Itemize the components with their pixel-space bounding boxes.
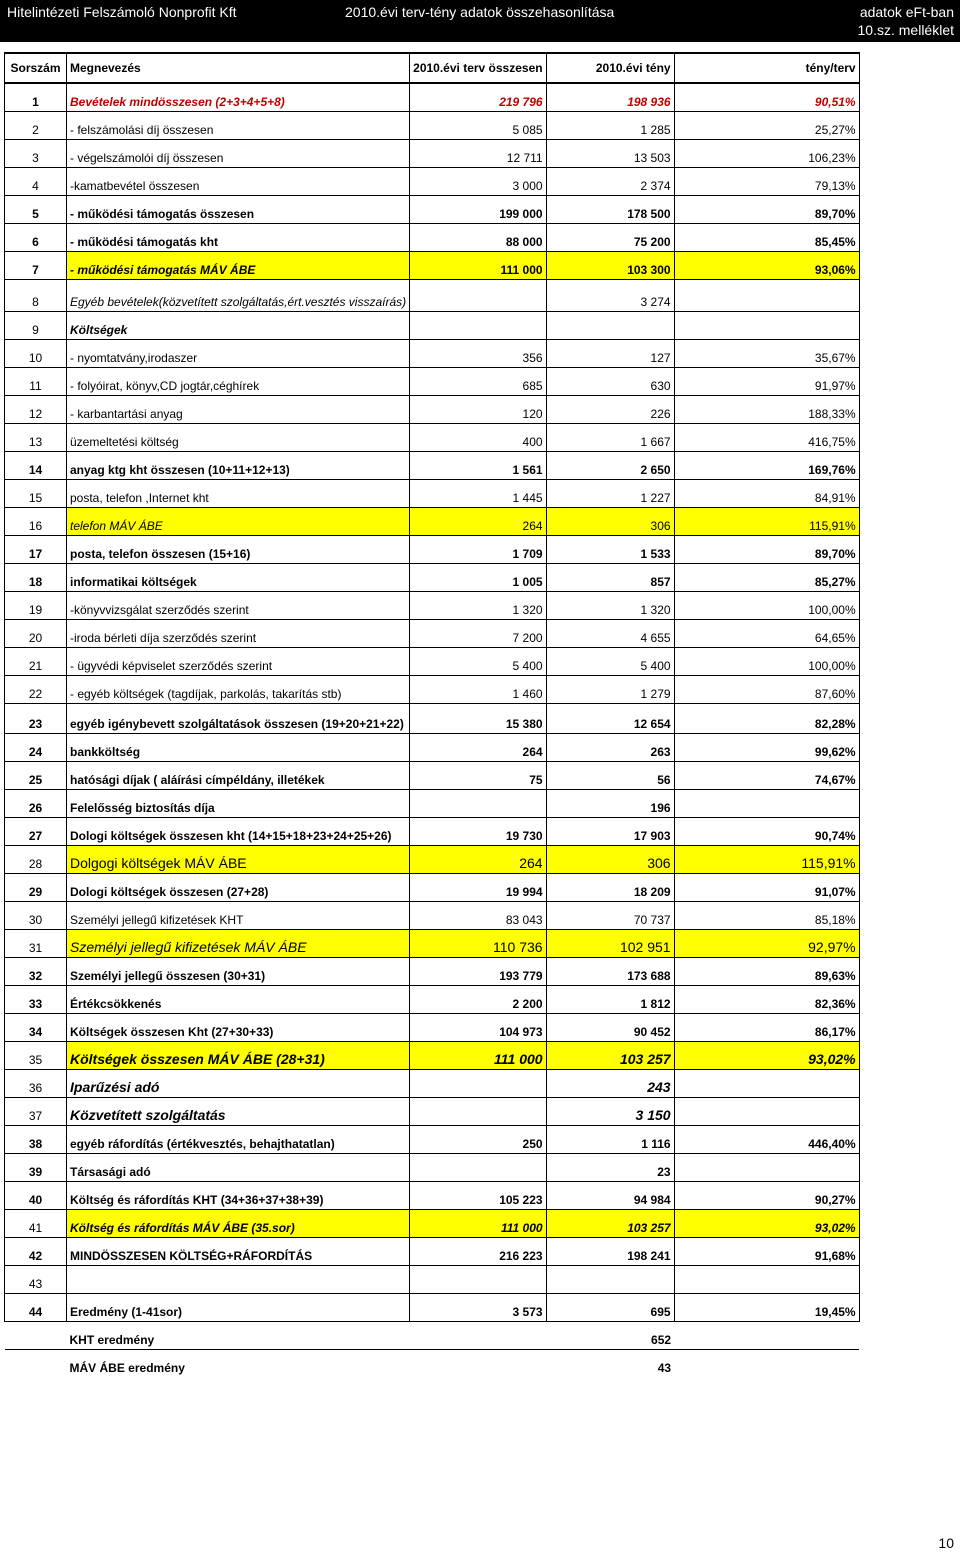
actual-value: 5 400: [546, 647, 674, 675]
actual-value: 3 274: [546, 279, 674, 311]
table-row: [5, 817, 860, 845]
table-row: [5, 733, 860, 761]
plan-value: 88 000: [410, 223, 546, 251]
row-label: posta, telefon összesen (15+16): [67, 535, 410, 563]
ratio-value: 91,68%: [674, 1237, 859, 1265]
table-row: [5, 845, 860, 873]
organization-name: Hitelintézeti Felszámoló Nonprofit Kft: [7, 4, 237, 20]
ratio-value: 89,63%: [674, 957, 859, 985]
document-title: 2010.évi terv-tény adatok összehasonlítása: [345, 4, 615, 20]
row-label: informatikai költségek: [67, 563, 410, 591]
row-label: MÁV ÁBE eredmény: [67, 1349, 410, 1377]
row-label: Dolgogi költségek MÁV ÁBE: [67, 845, 410, 873]
ratio-value: 91,97%: [674, 367, 859, 395]
actual-value: 1 533: [546, 535, 674, 563]
table-row: [5, 139, 860, 167]
row-number: 25: [5, 761, 67, 789]
plan-value: 19 730: [410, 817, 546, 845]
row-number: 17: [5, 535, 67, 563]
plan-value: 15 380: [410, 703, 546, 733]
row-number: 27: [5, 817, 67, 845]
row-number: 34: [5, 1013, 67, 1041]
plan-value: [410, 1321, 546, 1349]
plan-value: 264: [410, 845, 546, 873]
row-label: Iparűzési adó: [67, 1069, 410, 1097]
plan-value: 83 043: [410, 901, 546, 929]
table-row: [5, 1125, 860, 1153]
row-number: 9: [5, 311, 67, 339]
plan-value: 19 994: [410, 873, 546, 901]
plan-value: 193 779: [410, 957, 546, 985]
ratio-value: [674, 1097, 859, 1125]
row-label: - működési támogatás összesen: [67, 195, 410, 223]
row-label: Közvetített szolgáltatás: [67, 1097, 410, 1125]
ratio-value: 87,60%: [674, 675, 859, 703]
column-header-sorszam: Sorszám: [5, 53, 67, 83]
plan-value: [410, 311, 546, 339]
row-number: 32: [5, 957, 67, 985]
plan-value: 250: [410, 1125, 546, 1153]
ratio-value: 64,65%: [674, 619, 859, 647]
ratio-value: 93,02%: [674, 1041, 859, 1069]
ratio-value: 85,18%: [674, 901, 859, 929]
row-number: 2: [5, 111, 67, 139]
table-row: [5, 1321, 860, 1349]
plan-value: 400: [410, 423, 546, 451]
row-number: 37: [5, 1097, 67, 1125]
table-row: [5, 873, 860, 901]
ratio-value: 446,40%: [674, 1125, 859, 1153]
ratio-value: [674, 279, 859, 311]
plan-value: 105 223: [410, 1181, 546, 1209]
row-number: 44: [5, 1293, 67, 1321]
actual-value: 94 984: [546, 1181, 674, 1209]
table-row: [5, 929, 860, 957]
row-label: -iroda bérleti díja szerződés szerint: [67, 619, 410, 647]
ratio-value: 84,91%: [674, 479, 859, 507]
row-number: 22: [5, 675, 67, 703]
table-row: [5, 901, 860, 929]
plan-value: 264: [410, 507, 546, 535]
actual-value: 178 500: [546, 195, 674, 223]
ratio-value: 90,27%: [674, 1181, 859, 1209]
table-row: [5, 1209, 860, 1237]
ratio-value: 92,97%: [674, 929, 859, 957]
plan-value: 2 200: [410, 985, 546, 1013]
row-number: 3: [5, 139, 67, 167]
table-row: [5, 1237, 860, 1265]
actual-value: 630: [546, 367, 674, 395]
plan-value: [410, 1097, 546, 1125]
ratio-value: 99,62%: [674, 733, 859, 761]
table-row: [5, 167, 860, 195]
table-row: [5, 195, 860, 223]
row-number: 23: [5, 703, 67, 733]
actual-value: 1 116: [546, 1125, 674, 1153]
row-number: 28: [5, 845, 67, 873]
actual-value: 103 300: [546, 251, 674, 279]
actual-value: 90 452: [546, 1013, 674, 1041]
plan-value: 3 573: [410, 1293, 546, 1321]
plan-actual-table: [4, 52, 860, 1377]
ratio-value: 106,23%: [674, 139, 859, 167]
table-row: [5, 703, 860, 733]
actual-value: 2 374: [546, 167, 674, 195]
row-label: -kamatbevétel összesen: [67, 167, 410, 195]
table-row: [5, 619, 860, 647]
actual-value: 23: [546, 1153, 674, 1181]
actual-value: 1 279: [546, 675, 674, 703]
actual-value: [546, 311, 674, 339]
plan-value: 1 005: [410, 563, 546, 591]
row-label: -könyvvizsgálat szerződés szerint: [67, 591, 410, 619]
table-row: [5, 423, 860, 451]
ratio-value: [674, 1265, 859, 1293]
plan-value: 219 796: [410, 83, 546, 111]
plan-value: 356: [410, 339, 546, 367]
row-label: Költségek: [67, 311, 410, 339]
row-number: 11: [5, 367, 67, 395]
actual-value: 1 285: [546, 111, 674, 139]
table-row: [5, 451, 860, 479]
row-label: egyéb ráfordítás (értékvesztés, behajthatatlan): [67, 1125, 410, 1153]
plan-value: 110 736: [410, 929, 546, 957]
row-label: Költség és ráfordítás KHT (34+36+37+38+39): [67, 1181, 410, 1209]
row-label: Értékcsökkenés: [67, 985, 410, 1013]
row-label: anyag ktg kht összesen (10+11+12+13): [67, 451, 410, 479]
plan-value: 1 561: [410, 451, 546, 479]
actual-value: 18 209: [546, 873, 674, 901]
ratio-value: 82,28%: [674, 703, 859, 733]
row-number: 8: [5, 279, 67, 311]
actual-value: 127: [546, 339, 674, 367]
table-row: [5, 1293, 860, 1321]
row-number: 35: [5, 1041, 67, 1069]
plan-value: 685: [410, 367, 546, 395]
plan-value: 199 000: [410, 195, 546, 223]
row-number: 12: [5, 395, 67, 423]
row-label: Személyi jellegű összesen (30+31): [67, 957, 410, 985]
plan-value: 111 000: [410, 1209, 546, 1237]
table-row: [5, 279, 860, 311]
actual-value: 1 227: [546, 479, 674, 507]
row-label: hatósági díjak ( aláírási címpéldány, illetékek: [67, 761, 410, 789]
ratio-value: [674, 789, 859, 817]
plan-value: 1 709: [410, 535, 546, 563]
row-number: 42: [5, 1237, 67, 1265]
table-row: [5, 535, 860, 563]
table-row: [5, 367, 860, 395]
ratio-value: [674, 1069, 859, 1097]
ratio-value: 35,67%: [674, 339, 859, 367]
plan-value: 1 445: [410, 479, 546, 507]
table-row: [5, 507, 860, 535]
plan-value: 1 460: [410, 675, 546, 703]
actual-value: 306: [546, 845, 674, 873]
ratio-value: [674, 1321, 859, 1349]
table-row: [5, 111, 860, 139]
ratio-value: 100,00%: [674, 591, 859, 619]
ratio-value: 74,67%: [674, 761, 859, 789]
table-row: [5, 789, 860, 817]
ratio-value: 85,27%: [674, 563, 859, 591]
ratio-value: 115,91%: [674, 845, 859, 873]
ratio-value: 85,45%: [674, 223, 859, 251]
row-label: - folyóirat, könyv,CD jogtár,céghírek: [67, 367, 410, 395]
ratio-value: 25,27%: [674, 111, 859, 139]
actual-value: 12 654: [546, 703, 674, 733]
row-number: 16: [5, 507, 67, 535]
table-row: [5, 479, 860, 507]
column-header-megnevezes: Megnevezés: [67, 53, 410, 83]
ratio-value: 91,07%: [674, 873, 859, 901]
table-row: [5, 563, 860, 591]
plan-value: 75: [410, 761, 546, 789]
row-label: Költségek összesen MÁV ÁBE (28+31): [67, 1041, 410, 1069]
ratio-value: [674, 1153, 859, 1181]
actual-value: 2 650: [546, 451, 674, 479]
ratio-value: 115,91%: [674, 507, 859, 535]
table-row: [5, 251, 860, 279]
plan-value: 12 711: [410, 139, 546, 167]
row-number: [5, 1349, 67, 1377]
actual-value: 17 903: [546, 817, 674, 845]
ratio-value: 100,00%: [674, 647, 859, 675]
table-header-row: [5, 53, 860, 83]
row-label: Költségek összesen Kht (27+30+33): [67, 1013, 410, 1041]
ratio-value: 93,06%: [674, 251, 859, 279]
ratio-value: 82,36%: [674, 985, 859, 1013]
row-label: - karbantartási anyag: [67, 395, 410, 423]
actual-value: 103 257: [546, 1041, 674, 1069]
actual-value: [546, 1265, 674, 1293]
ratio-value: 416,75%: [674, 423, 859, 451]
row-number: 40: [5, 1181, 67, 1209]
row-label: KHT eredmény: [67, 1321, 410, 1349]
row-number: 5: [5, 195, 67, 223]
table-row: [5, 311, 860, 339]
row-label: - felszámolási díj összesen: [67, 111, 410, 139]
row-label: - végelszámolói díj összesen: [67, 139, 410, 167]
row-number: 39: [5, 1153, 67, 1181]
row-number: 14: [5, 451, 67, 479]
actual-value: 306: [546, 507, 674, 535]
row-label: Eredmény (1-41sor): [67, 1293, 410, 1321]
ratio-value: 93,02%: [674, 1209, 859, 1237]
row-label: - működési támogatás MÁV ÁBE: [67, 251, 410, 279]
row-number: 21: [5, 647, 67, 675]
ratio-value: [674, 311, 859, 339]
actual-value: 196: [546, 789, 674, 817]
row-number: 13: [5, 423, 67, 451]
row-number: 10: [5, 339, 67, 367]
row-label: - egyéb költségek (tagdíjak, parkolás, takarítás stb): [67, 675, 410, 703]
row-label: Költség és ráfordítás MÁV ÁBE (35.sor): [67, 1209, 410, 1237]
row-label: Bevételek mindösszesen (2+3+4+5+8): [67, 83, 410, 111]
row-number: 1: [5, 83, 67, 111]
table-row: [5, 985, 860, 1013]
actual-value: 75 200: [546, 223, 674, 251]
table-row: [5, 223, 860, 251]
row-number: 15: [5, 479, 67, 507]
page-number: 10: [938, 1535, 954, 1551]
actual-value: 103 257: [546, 1209, 674, 1237]
ratio-value: 90,74%: [674, 817, 859, 845]
ratio-value: 19,45%: [674, 1293, 859, 1321]
plan-value: 1 320: [410, 591, 546, 619]
table-row: [5, 1041, 860, 1069]
plan-value: 104 973: [410, 1013, 546, 1041]
row-label: Dologi költségek összesen kht (14+15+18+23+24+25+26): [67, 817, 410, 845]
actual-value: 695: [546, 1293, 674, 1321]
row-label: MINDÖSSZESEN KÖLTSÉG+RÁFORDÍTÁS: [67, 1237, 410, 1265]
page-header: [0, 0, 960, 42]
table-row: [5, 1181, 860, 1209]
row-label: Társasági adó: [67, 1153, 410, 1181]
plan-value: 120: [410, 395, 546, 423]
row-number: 43: [5, 1265, 67, 1293]
actual-value: 13 503: [546, 139, 674, 167]
actual-value: 70 737: [546, 901, 674, 929]
plan-value: 5 085: [410, 111, 546, 139]
plan-value: [410, 1349, 546, 1377]
row-number: 24: [5, 733, 67, 761]
row-number: 30: [5, 901, 67, 929]
table-row: [5, 1349, 860, 1377]
row-label: bankköltség: [67, 733, 410, 761]
row-number: 38: [5, 1125, 67, 1153]
row-label: Személyi jellegű kifizetések MÁV ÁBE: [67, 929, 410, 957]
plan-value: [410, 1069, 546, 1097]
table-row: [5, 761, 860, 789]
plan-value: 264: [410, 733, 546, 761]
actual-value: 263: [546, 733, 674, 761]
row-number: 20: [5, 619, 67, 647]
actual-value: 43: [546, 1349, 674, 1377]
row-label: Dologi költségek összesen (27+28): [67, 873, 410, 901]
actual-value: 857: [546, 563, 674, 591]
table-row: [5, 647, 860, 675]
row-number: [5, 1321, 67, 1349]
table-row: [5, 339, 860, 367]
actual-value: 198 241: [546, 1237, 674, 1265]
actual-value: 56: [546, 761, 674, 789]
actual-value: 243: [546, 1069, 674, 1097]
ratio-value: 79,13%: [674, 167, 859, 195]
actual-value: 173 688: [546, 957, 674, 985]
plan-value: 3 000: [410, 167, 546, 195]
ratio-value: 86,17%: [674, 1013, 859, 1041]
actual-value: 1 812: [546, 985, 674, 1013]
row-number: 31: [5, 929, 67, 957]
plan-value: 111 000: [410, 251, 546, 279]
column-header-ratio: tény/terv: [674, 53, 859, 83]
actual-value: 652: [546, 1321, 674, 1349]
table-row: [5, 957, 860, 985]
row-number: 36: [5, 1069, 67, 1097]
actual-value: 226: [546, 395, 674, 423]
row-label: Személyi jellegű kifizetések KHT: [67, 901, 410, 929]
plan-value: 216 223: [410, 1237, 546, 1265]
ratio-value: 90,51%: [674, 83, 859, 111]
table-row: [5, 395, 860, 423]
row-number: 33: [5, 985, 67, 1013]
plan-value: 5 400: [410, 647, 546, 675]
row-label: - ügyvédi képviselet szerződés szerint: [67, 647, 410, 675]
table-row: [5, 1153, 860, 1181]
table-row: [5, 1265, 860, 1293]
column-header-actual: 2010.évi tény: [546, 53, 674, 83]
annex-label: 10.sz. melléklet: [857, 22, 954, 38]
row-label: [67, 1265, 410, 1293]
row-label: posta, telefon ,Internet kht: [67, 479, 410, 507]
row-label: egyéb igénybevett szolgáltatások összesen (19+20+21+22): [67, 703, 410, 733]
table-row: [5, 83, 860, 111]
row-label: Felelősség biztosítás díja: [67, 789, 410, 817]
actual-value: 4 655: [546, 619, 674, 647]
row-label: üzemeltetési költség: [67, 423, 410, 451]
row-number: 26: [5, 789, 67, 817]
row-label: - működési támogatás kht: [67, 223, 410, 251]
ratio-value: 89,70%: [674, 195, 859, 223]
actual-value: 198 936: [546, 83, 674, 111]
row-number: 29: [5, 873, 67, 901]
table-row: [5, 1013, 860, 1041]
actual-value: 1 320: [546, 591, 674, 619]
plan-value: [410, 1265, 546, 1293]
actual-value: 3 150: [546, 1097, 674, 1125]
plan-value: [410, 1153, 546, 1181]
unit-note: adatok eFt-ban: [859, 4, 954, 20]
ratio-value: 169,76%: [674, 451, 859, 479]
row-number: 41: [5, 1209, 67, 1237]
row-number: 18: [5, 563, 67, 591]
table-row: [5, 1097, 860, 1125]
row-number: 19: [5, 591, 67, 619]
row-number: 6: [5, 223, 67, 251]
row-number: 7: [5, 251, 67, 279]
plan-value: 7 200: [410, 619, 546, 647]
column-header-plan: 2010.évi terv összesen: [410, 53, 546, 83]
ratio-value: [674, 1349, 859, 1377]
row-label: Egyéb bevételek(közvetített szolgáltatás,ért.vesztés visszaírás): [67, 279, 410, 311]
row-number: 4: [5, 167, 67, 195]
ratio-value: 188,33%: [674, 395, 859, 423]
actual-value: 102 951: [546, 929, 674, 957]
row-label: - nyomtatvány,irodaszer: [67, 339, 410, 367]
plan-value: [410, 789, 546, 817]
plan-value: 111 000: [410, 1041, 546, 1069]
table-row: [5, 675, 860, 703]
table-row: [5, 591, 860, 619]
actual-value: 1 667: [546, 423, 674, 451]
table-row: [5, 1069, 860, 1097]
ratio-value: 89,70%: [674, 535, 859, 563]
row-label: telefon MÁV ÁBE: [67, 507, 410, 535]
plan-value: [410, 279, 546, 311]
